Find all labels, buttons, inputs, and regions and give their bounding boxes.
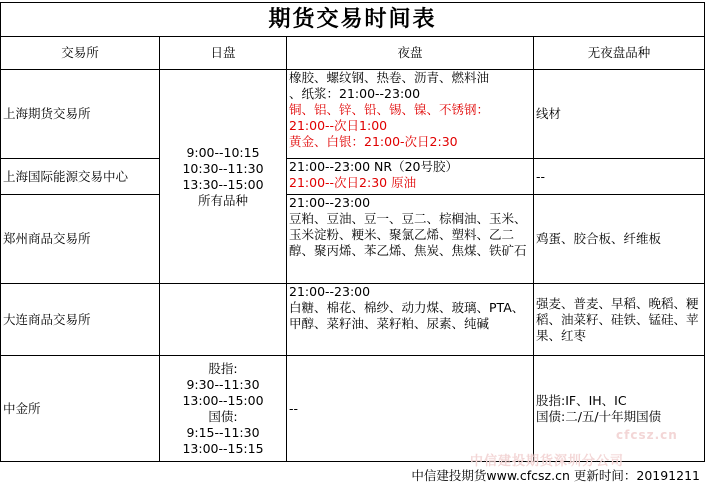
- table-title: 期货交易时间表: [1, 3, 705, 37]
- night-time: 21:00--23:00: [289, 195, 371, 210]
- night-session-czce: [287, 195, 534, 284]
- day-session-common: [160, 70, 287, 284]
- exchange-cffex: 中金所: [1, 356, 160, 462]
- header-exchange: 交易所: [1, 37, 160, 70]
- night-line-red: 21:00--次日2:30 原油: [289, 175, 417, 190]
- day-session-dce-empty: [160, 284, 287, 356]
- day-time-1: 9:00--10:15: [186, 144, 260, 160]
- exchange-shfe: 上海期货交易所: [1, 70, 160, 159]
- table-row-ine: [1, 159, 705, 195]
- watermark-company: 中信建投期货深圳分公司: [470, 454, 625, 469]
- no-night-line: 国债:二/五/十年期国债: [536, 408, 662, 424]
- exchange-dce: 大连商品交易所: [1, 284, 160, 356]
- no-night-shfe: 线材: [534, 70, 705, 159]
- exchange-czce: 郑州商品交易所: [1, 195, 160, 284]
- no-night-line: 股指:IF、IH、IC: [536, 392, 627, 408]
- day-line: 国债:: [208, 408, 238, 424]
- night-line-red: 黄金、白银：21:00-次日2:30: [289, 134, 458, 149]
- day-line: 9:15--11:30: [186, 424, 260, 440]
- no-night-czce: 鸡蛋、胶合板、纤维板: [534, 195, 705, 284]
- day-all-products: 所有品种: [197, 192, 248, 208]
- header-row: [1, 37, 705, 70]
- night-line: 、纸浆：21:00--23:00: [289, 86, 421, 101]
- no-night-cffex: [534, 356, 705, 462]
- night-session-dce: [287, 284, 534, 356]
- trading-hours-table: [0, 2, 705, 462]
- day-time-2: 10:30--11:30: [182, 160, 264, 176]
- no-night-dce: 强麦、普麦、早稻、晚稻、粳稻、油菜籽、硅铁、锰硅、苹果、红枣: [534, 284, 705, 356]
- night-line-red: 21:00--次日1:00: [289, 118, 388, 133]
- day-line: 股指:: [208, 360, 238, 376]
- table-row-shfe: [1, 70, 705, 159]
- no-night-ine: --: [534, 159, 705, 195]
- header-night-session: 夜盘: [287, 37, 534, 70]
- table-row-dce: [1, 284, 705, 356]
- night-line-red: 铜、铝、锌、铅、锡、镍、不锈钢：: [289, 102, 490, 117]
- night-time: 21:00--23:00: [289, 284, 371, 299]
- watermark-domain: cfcsz.cn: [616, 428, 678, 442]
- table-row-cffex: [1, 356, 705, 462]
- night-session-ine: [287, 159, 534, 195]
- night-session-shfe: [287, 70, 534, 159]
- day-line: 9:30--11:30: [186, 376, 260, 392]
- table-row-czce: [1, 195, 705, 284]
- night-products: 白糖、棉花、棉纱、动力煤、玻璃、PTA、甲醇、菜籽油、菜籽粕、尿素、纯碱: [289, 300, 525, 331]
- night-line: 21:00--23:00 NR（20号胶）: [289, 159, 458, 174]
- day-line: 13:00--15:15: [182, 440, 264, 456]
- header-day-session: 日盘: [160, 37, 287, 70]
- header-no-night-products: 无夜盘品种: [534, 37, 705, 70]
- day-line: 13:00--15:00: [182, 392, 264, 408]
- exchange-ine: 上海国际能源交易中心: [1, 159, 160, 195]
- footer-source-date: 中信建投期货www.cfcsz.cn 更新时间：20191211: [411, 468, 700, 483]
- day-session-cffex: [160, 356, 287, 462]
- night-line: 橡胶、螺纹钢、热卷、沥青、燃料油: [289, 70, 490, 85]
- day-time-3: 13:30--15:00: [182, 176, 264, 192]
- night-products: 豆粕、豆油、豆一、豆二、棕榈油、玉米、玉米淀粉、粳米、聚氯乙烯、塑料、乙二醇、聚丙烯、苯乙烯、焦炭、焦煤、铁矿石: [289, 211, 527, 258]
- night-session-cffex: --: [287, 356, 534, 462]
